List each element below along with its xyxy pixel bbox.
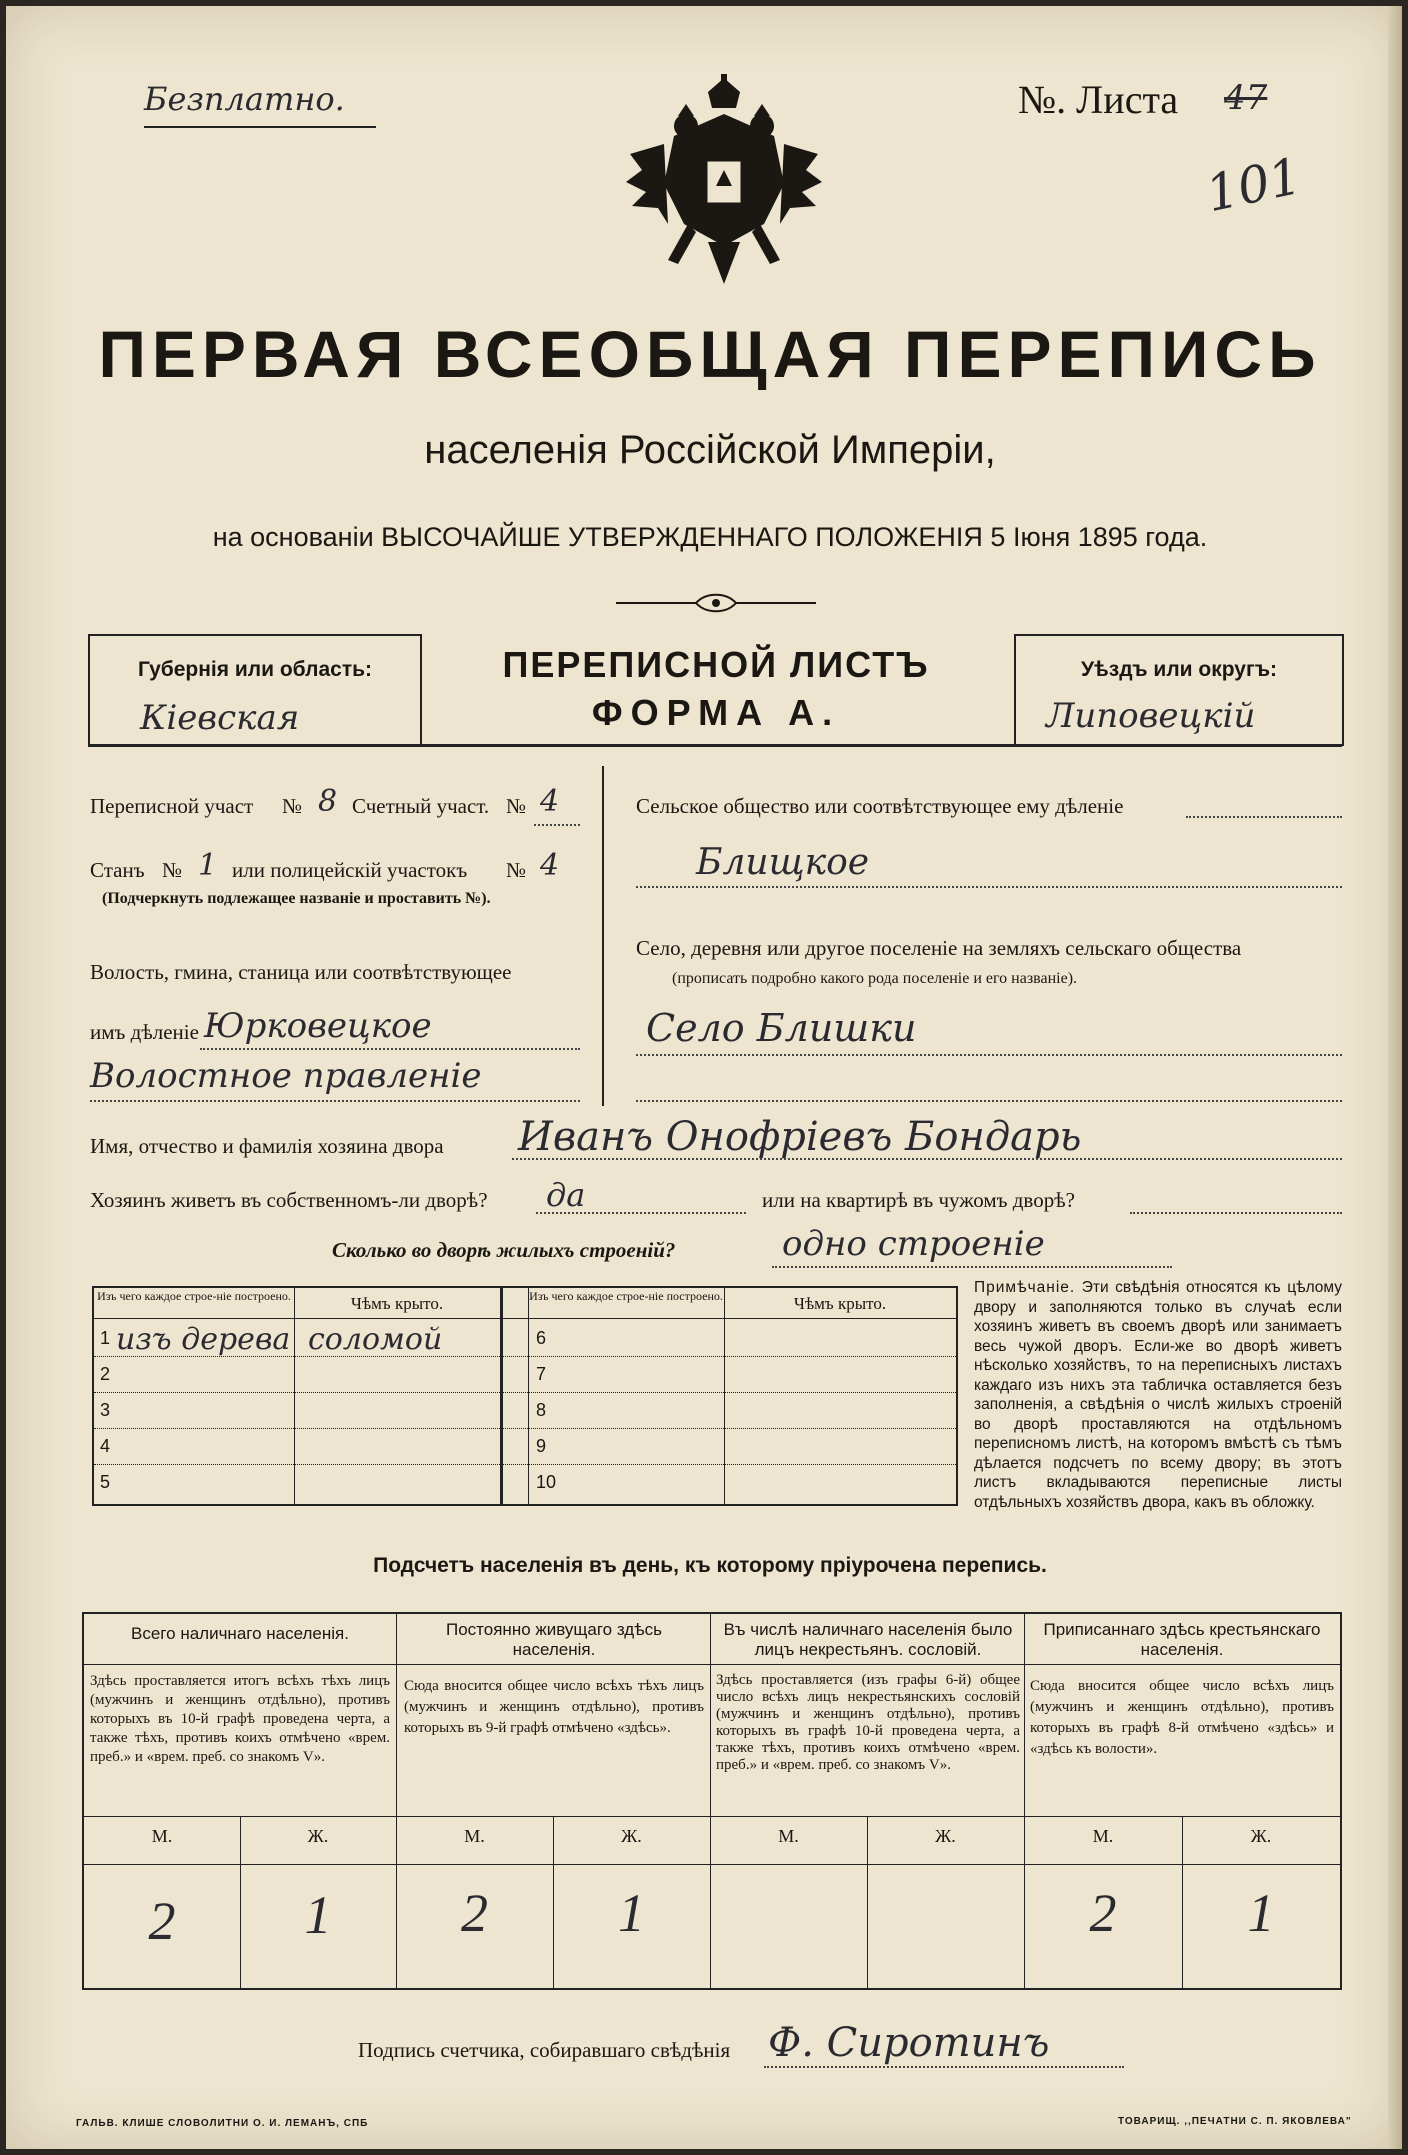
building-row-number: 3	[100, 1400, 111, 1420]
female-label: Ж.	[1250, 1826, 1272, 1846]
building-material: изъ дерева	[116, 1322, 291, 1357]
police-value: 4	[540, 848, 560, 883]
table-note	[974, 1278, 1342, 1512]
male-label: М.	[464, 1826, 485, 1846]
police-no-label: №	[506, 858, 527, 882]
form-title: ПЕРЕПИСНОЙ ЛИСТЪ	[502, 644, 930, 685]
gubernia-value: Кіевская	[140, 698, 300, 738]
female-label: Ж.	[621, 1826, 642, 1846]
buildings-table	[92, 1286, 958, 1506]
permanent-male-value: 2	[461, 1883, 488, 1943]
male-label: М.	[1092, 1826, 1114, 1846]
left-imprint: ГАЛЬВ. КЛИШЕ СЛОВОЛИТНИ О. И. ЛЕМАНЪ, СПБ	[76, 2118, 369, 2129]
document-title: ПЕРВАЯ ВСЕОБЩАЯ ПЕРЕПИСЬ	[98, 317, 1322, 391]
lives-label: Хозяинъ живетъ въ собственномъ-ли дворѣ?	[90, 1188, 488, 1212]
building-row-number: 10	[536, 1472, 557, 1492]
female-label: Ж.	[307, 1826, 329, 1846]
sheet-number-handwritten: 101	[1201, 146, 1307, 224]
buildings-label: Сколько во дворѣ жилыхъ строеній?	[332, 1238, 676, 1262]
summary-col-head: Приписаннаго здѣсь крестьянскаго населенія.	[1043, 1620, 1321, 1659]
right-imprint: ТОВАРИЩ. ,,ПЕЧАТНИ С. П. ЯКОВЛЕВА"	[1118, 2116, 1352, 2127]
building-roof: соломой	[308, 1322, 443, 1357]
building-row-number: 1	[100, 1328, 111, 1348]
col-material-header-left: Изъ чего каждое строе-ніе построено.	[97, 1289, 291, 1303]
gubernia-label: Губернія или область:	[137, 658, 373, 681]
sheet-number-label: №. Листа	[1018, 77, 1179, 122]
underline-note: (Подчеркнуть подлежащее названіе и проставить №).	[102, 890, 491, 907]
building-row-number: 4	[100, 1436, 111, 1456]
village-note: (прописать подробно какого рода поселеніе и его названіе).	[672, 970, 1078, 987]
peasant-male-value: 2	[1089, 1883, 1117, 1943]
volost-label: Волость, гмина, станица или соотвѣтствующее	[90, 960, 512, 984]
legal-basis: на основаніи ВЫСОЧАЙШЕ УТВЕРЖДЕННАГО ПОЛОЖЕНІЯ 5 Іюня 1895 года.	[212, 522, 1208, 552]
summary-col-desc: Здѣсь проставляется (изъ графы 6-й) общее число всѣхъ лицъ некрестьянскихъ сословій (мужчинъ и женщинъ отдѣльно), противъ которыхъ въ графѣ 10-й проведена черта, а также тѣхъ, противъ коихъ отмѣчено «врем. преб.» и «врем. преб. со знакомъ V».	[716, 1672, 1020, 1773]
uezd-value: Липовецкій	[1046, 696, 1256, 736]
uezd-label: Уѣздъ или округъ:	[1080, 658, 1278, 681]
volost-value-2: Волостное правленіе	[90, 1056, 482, 1096]
col-roof-header-left: Чѣмъ крыто.	[350, 1294, 444, 1313]
summary-col-head: Постоянно живущаго здѣсь населенія.	[446, 1620, 662, 1659]
lives-value: да	[546, 1176, 586, 1214]
note-text: Эти свѣдѣнія относятся къ цѣлому двору и заполняются только въ случаѣ если хозяинъ живетъ въ своемъ дворѣ или занимаетъ весь чужой дворъ. Если-же во дворѣ живетъ нѣсколько хозяйствъ, то на переписныхъ листахъ каждаго изъ нихъ эта табличка оставляется безъ заполненія, а свѣдѣнія о числѣ жилыхъ строеній во дворѣ проставляются на отдѣльномъ переписномъ листѣ, на которомъ вмѣстѣ съ тѣмъ дѣлается подсчетъ по всему двору; въ этотъ листъ вкладываются переписные листы отдѣльныхъ хозяйствъ двора, какъ въ обложку.	[974, 1279, 1342, 1511]
building-row-number: 7	[536, 1364, 547, 1384]
stan-no-label: №	[162, 858, 183, 882]
note-head: Примѣчаніе.	[974, 1279, 1076, 1296]
volost-label-2: имъ дѣленіе	[90, 1020, 199, 1044]
free-label: Безплатно.	[144, 80, 345, 118]
society-value: Блищкое	[696, 842, 870, 883]
building-row-number: 8	[536, 1400, 547, 1420]
permanent-female-value: 1	[618, 1883, 645, 1943]
summary-title: Подсчетъ населенія въ день, къ которому пріурочена перепись.	[373, 1554, 1047, 1577]
uezd-box	[1014, 634, 1344, 746]
col-material-header-right: Изъ чего каждое строе-ніе построено.	[529, 1289, 723, 1303]
form-subtitle: ФОРМА А.	[591, 692, 841, 733]
male-label: М.	[778, 1826, 799, 1846]
stan-label: Станъ	[90, 858, 145, 882]
summary-col-desc: Здѣсь проставляется итогъ всѣхъ тѣхъ лицъ (мужчинъ и женщинъ отдѣльно), противъ которыхъ въ 10-й графѣ проведена черта, а также тѣхъ, противъ коихъ отмѣчено «врем. преб.» и «врем. преб. со знакомъ V».	[90, 1673, 390, 1765]
summary-table	[82, 1612, 1342, 1990]
buildings-value: одно строеніе	[782, 1224, 1045, 1264]
signature-label: Подпись счетчика, собиравшаго свѣдѣнія	[358, 2038, 731, 2062]
police-label: или полицейскій участокъ	[232, 858, 468, 882]
male-label: М.	[151, 1826, 173, 1846]
total-male-value: 2	[148, 1891, 176, 1951]
total-female-value: 1	[304, 1885, 332, 1945]
village-label: Село, деревня или другое поселеніе на земляхъ сельскаго общества	[636, 936, 1242, 960]
owner-name-value: Иванъ Онофріевъ Бондарь	[518, 1114, 1082, 1160]
apartment-label: или на квартирѣ въ чужомъ дворѣ?	[762, 1188, 1075, 1212]
village-value: Село Блишки	[646, 1006, 917, 1050]
peasant-female-value: 1	[1247, 1883, 1275, 1943]
female-label: Ж.	[935, 1826, 956, 1846]
uchast-label: Переписной участ	[90, 794, 254, 818]
owner-name-label: Имя, отчество и фамилія хозяина двора	[90, 1134, 444, 1158]
summary-col-desc: Сюда вносится общее число всѣхъ лицъ (мужчинъ и женщинъ отдѣльно), противъ которыхъ въ графѣ 8-й отмѣчено «здѣсь» и «здѣсь къ волости».	[1030, 1678, 1334, 1757]
double-headed-eagle-emblem	[624, 74, 824, 294]
signature-value: Ф. Сиротинъ	[768, 2020, 1050, 2066]
building-row-number: 2	[100, 1364, 111, 1384]
building-row-number: 6	[536, 1328, 547, 1348]
uchast-value: 8	[318, 784, 338, 819]
census-sheet	[6, 6, 1402, 2149]
schet-value: 4	[540, 784, 560, 819]
stan-value: 1	[198, 848, 218, 883]
gubernia-box	[88, 634, 422, 746]
volost-value: Юрковецкое	[204, 1006, 432, 1046]
col-roof-header-right: Чѣмъ крыто.	[793, 1294, 887, 1313]
summary-col-head: Въ числѣ наличнаго населенія было лицъ некрестьянъ. сословій.	[723, 1620, 1013, 1659]
uchast-no-label: №	[282, 794, 303, 818]
society-label: Сельское общество или соотвѣтствующее ему дѣленіе	[636, 794, 1124, 818]
summary-col-desc: Сюда вносится общее число всѣхъ тѣхъ лицъ (мужчинъ и женщинъ отдѣльно), противъ которыхъ въ 9-й графѣ отмѣчено «здѣсь».	[404, 1678, 704, 1736]
document-subtitle: населенія Россійской Имперіи,	[424, 428, 996, 472]
building-row-number: 5	[100, 1472, 111, 1492]
summary-col-head: Всего наличнаго населенія.	[131, 1624, 349, 1643]
ornament-divider	[616, 592, 816, 614]
schet-label: Счетный участ.	[352, 794, 490, 818]
sheet-number-value: 47	[1224, 78, 1268, 118]
schet-no-label: №	[506, 794, 527, 818]
building-row-number: 9	[536, 1436, 547, 1456]
